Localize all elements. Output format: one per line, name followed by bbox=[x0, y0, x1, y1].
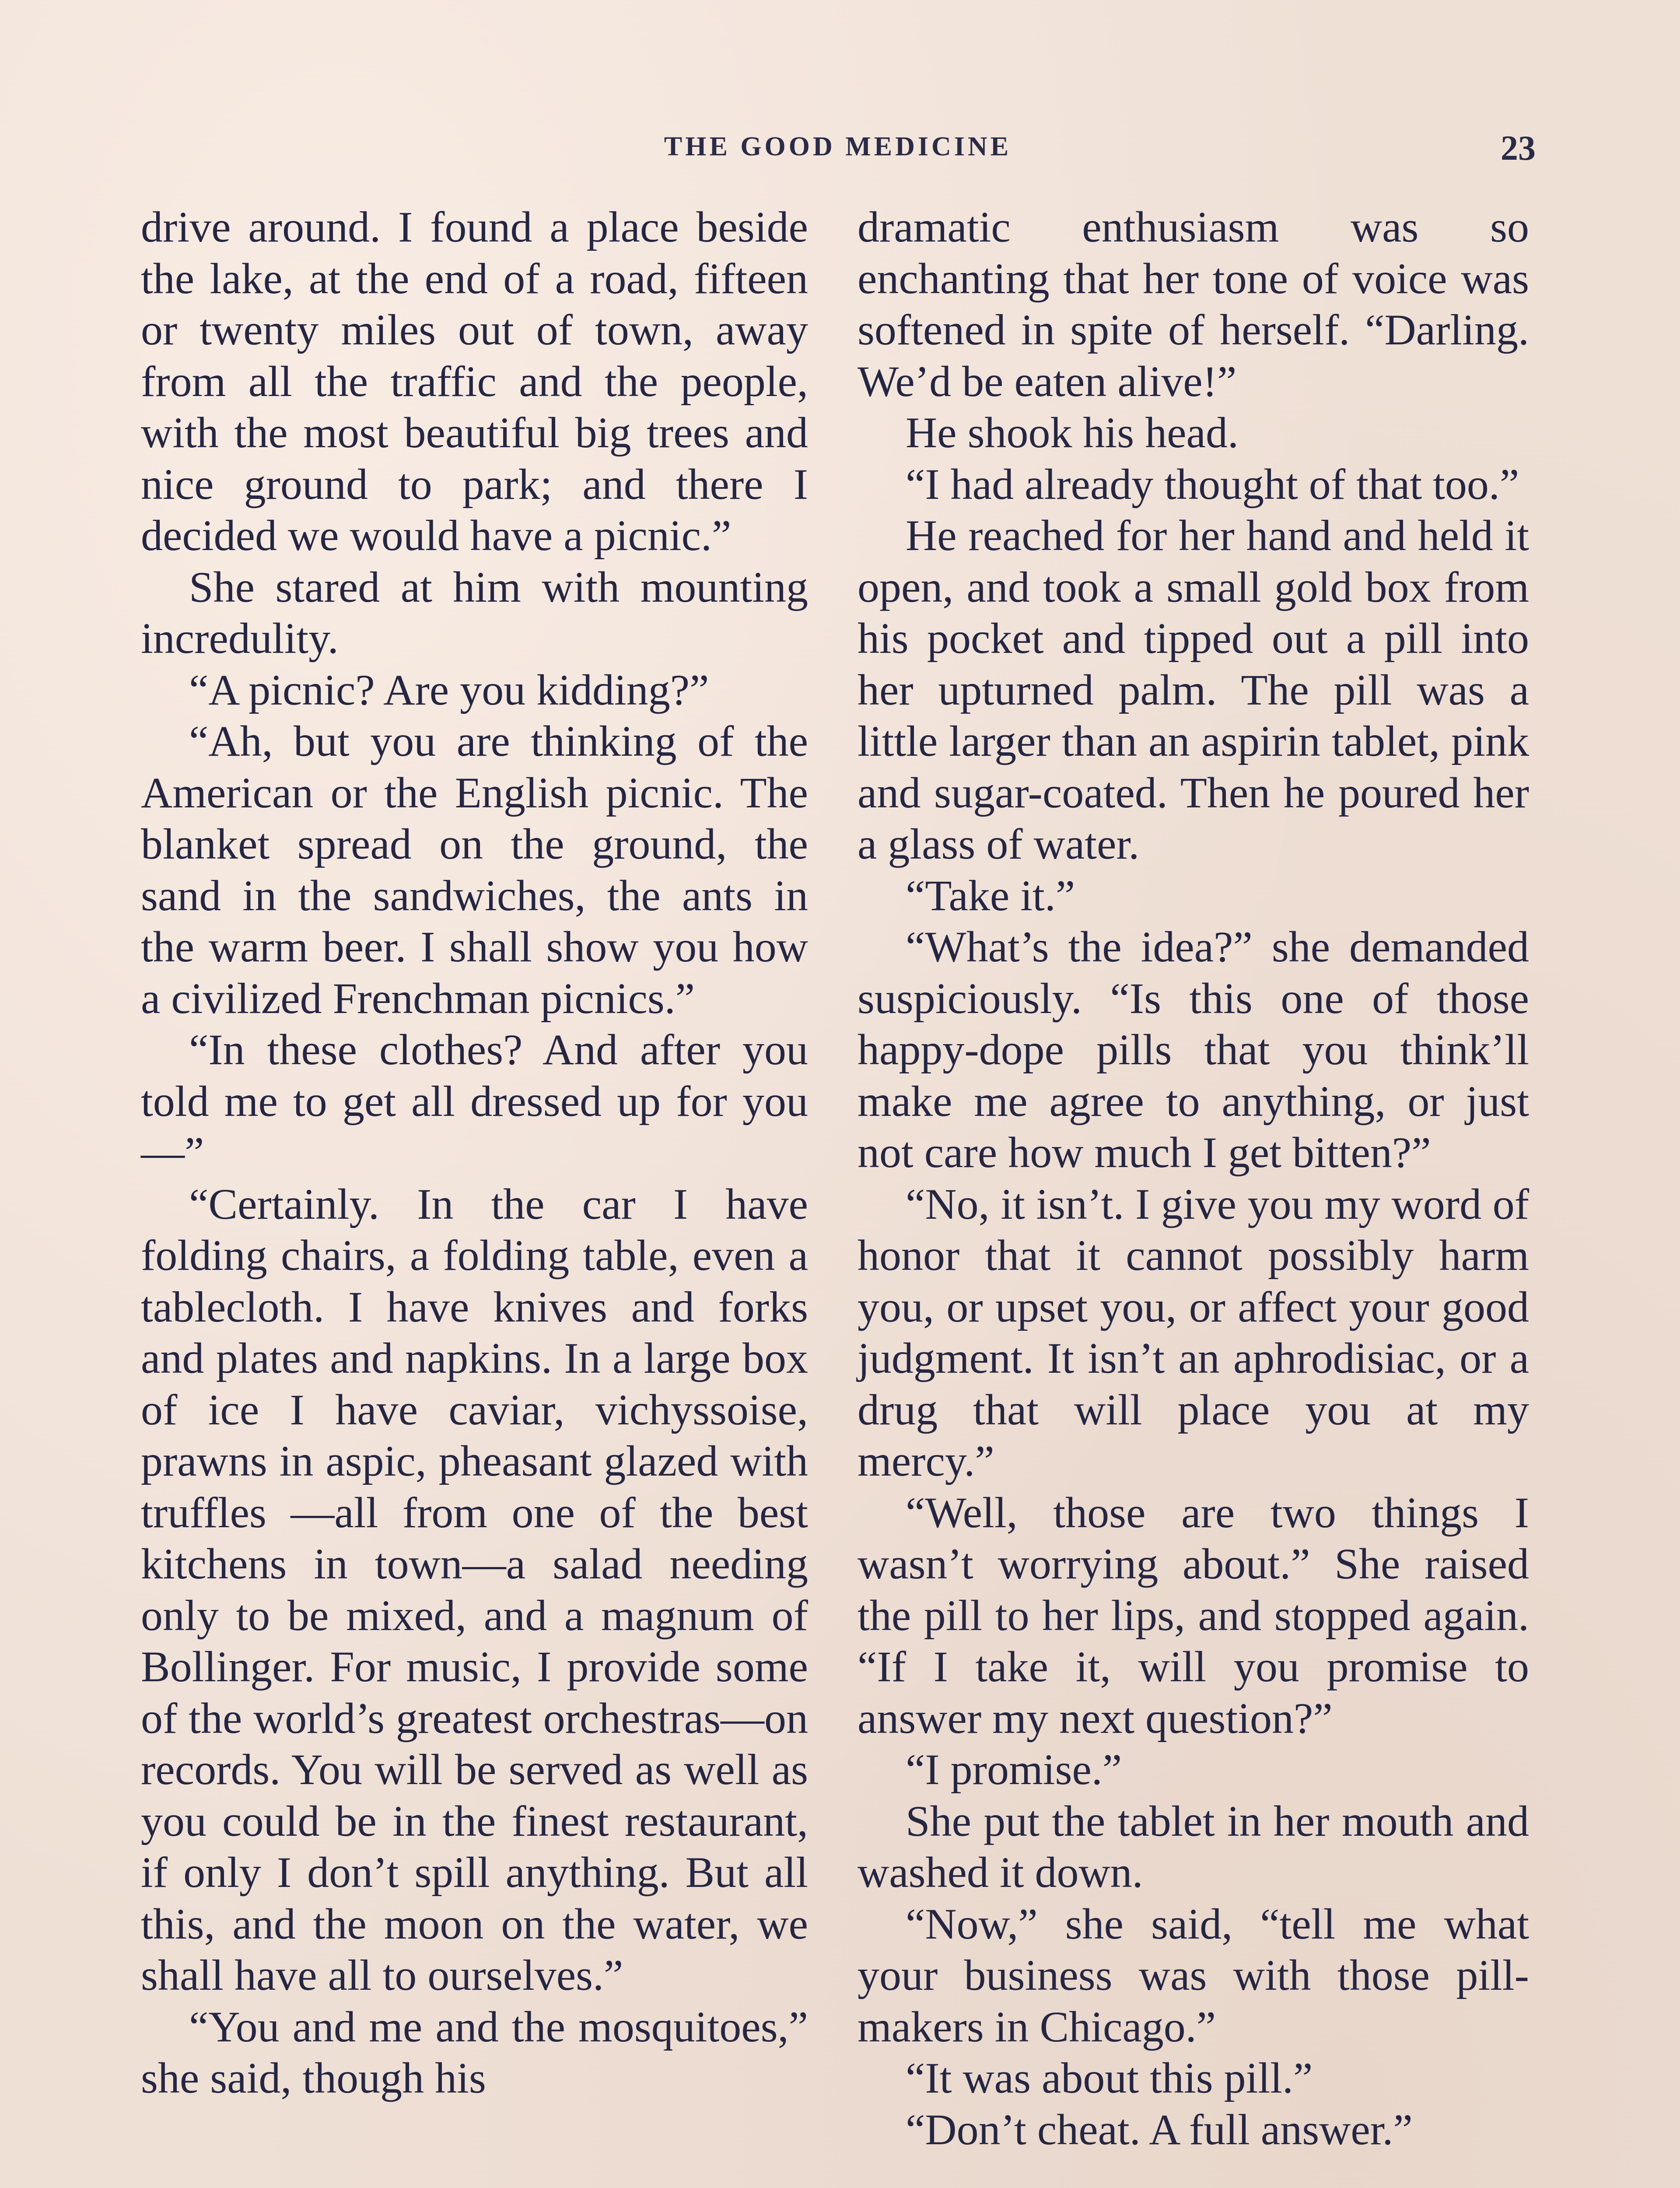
paragraph: “Now,” she said, “tell me what your business was with those pill-makers in Chicago.” bbox=[858, 1899, 1529, 2051]
paragraph: “In these clothes? And after you told me to get all dressed up for you—” bbox=[141, 1025, 808, 1177]
paragraph: He reached for her hand and held it open, and took a small gold box from his pocket and tipped out a pill into her upturned palm. The pill was a little larger than an aspirin tablet, pink and sugar-coated. Then he poured her a glass of water. bbox=[858, 511, 1529, 868]
paragraph: “You and me and the mosquitoes,” she said, though his bbox=[141, 2002, 808, 2102]
left-text-column bbox=[141, 201, 808, 2104]
paragraph: “I promise.” bbox=[906, 1745, 1122, 1794]
page-header bbox=[140, 131, 1536, 171]
paragraph: “What’s the idea?” she demanded suspiciously. “Is this one of those happy-dope pills that you think’ll make me agree to anything, or just not care how much I get bitten?” bbox=[858, 922, 1529, 1177]
paragraph: “Ah, but you are thinking of the American or the English picnic. The blanket spread on the ground, the sand in the sandwiches, the ants in the warm beer. I shall show you how a civilized Frenchman picnics.” bbox=[141, 717, 808, 1023]
paragraph: dramatic enthusiasm was so enchanting that her tone of voice was softened in spite of herself. “Darling. We’d be eaten alive!” bbox=[858, 203, 1529, 406]
page-number: 23 bbox=[1501, 129, 1536, 168]
paragraph: She put the tablet in her mouth and washed it down. bbox=[858, 1796, 1529, 1897]
paragraph: “Certainly. In the car I have folding chairs, a folding table, even a tablecloth. I have knives and forks and plates and napkins. In a large box of ice I have caviar, vichyssoise, prawns in aspic, pheasant glazed with truffles —all from one of the best kitchens in town—a salad needing only to be mixed, and a magnum of Bollinger. For music, I provide some of the world’s greatest orchestras—on records. You will be served as well as you could be in the finest restaurant, if only I don’t spill anything. But all this, and the moon on the water, we shall have all to ourselves.” bbox=[141, 1179, 808, 1999]
right-text-column bbox=[858, 201, 1529, 2155]
paragraph: “A picnic? Are you kidding?” bbox=[189, 665, 709, 714]
paragraph: drive around. I found a place beside the lake, at the end of a road, fifteen or twenty miles out of town, away from all the traffic and the people, with the most beautiful big trees and nice ground to park; and there I decided we would have a picnic.” bbox=[141, 203, 808, 560]
running-head: THE GOOD MEDICINE bbox=[664, 132, 1012, 161]
paragraph: “I had already thought of that too.” bbox=[906, 459, 1519, 508]
paragraph: He shook his head. bbox=[906, 408, 1239, 457]
paragraph: “Well, those are two things I wasn’t worrying about.” She raised the pill to her lips, and stopped again. “If I take it, will you promise to answer my next question?” bbox=[858, 1488, 1529, 1743]
paragraph: She stared at him with mounting incredulity. bbox=[141, 562, 808, 663]
paragraph: “It was about this pill.” bbox=[906, 2054, 1313, 2102]
paragraph: “Take it.” bbox=[906, 871, 1075, 920]
paragraph: “Don’t cheat. A full answer.” bbox=[906, 2105, 1413, 2154]
paragraph: “No, it isn’t. I give you my word of honor that it cannot possibly harm you, or upset you, or affect your good judgment. It isn’t an aphrodisiac, or a drug that will place you at my mercy.” bbox=[858, 1179, 1529, 1485]
